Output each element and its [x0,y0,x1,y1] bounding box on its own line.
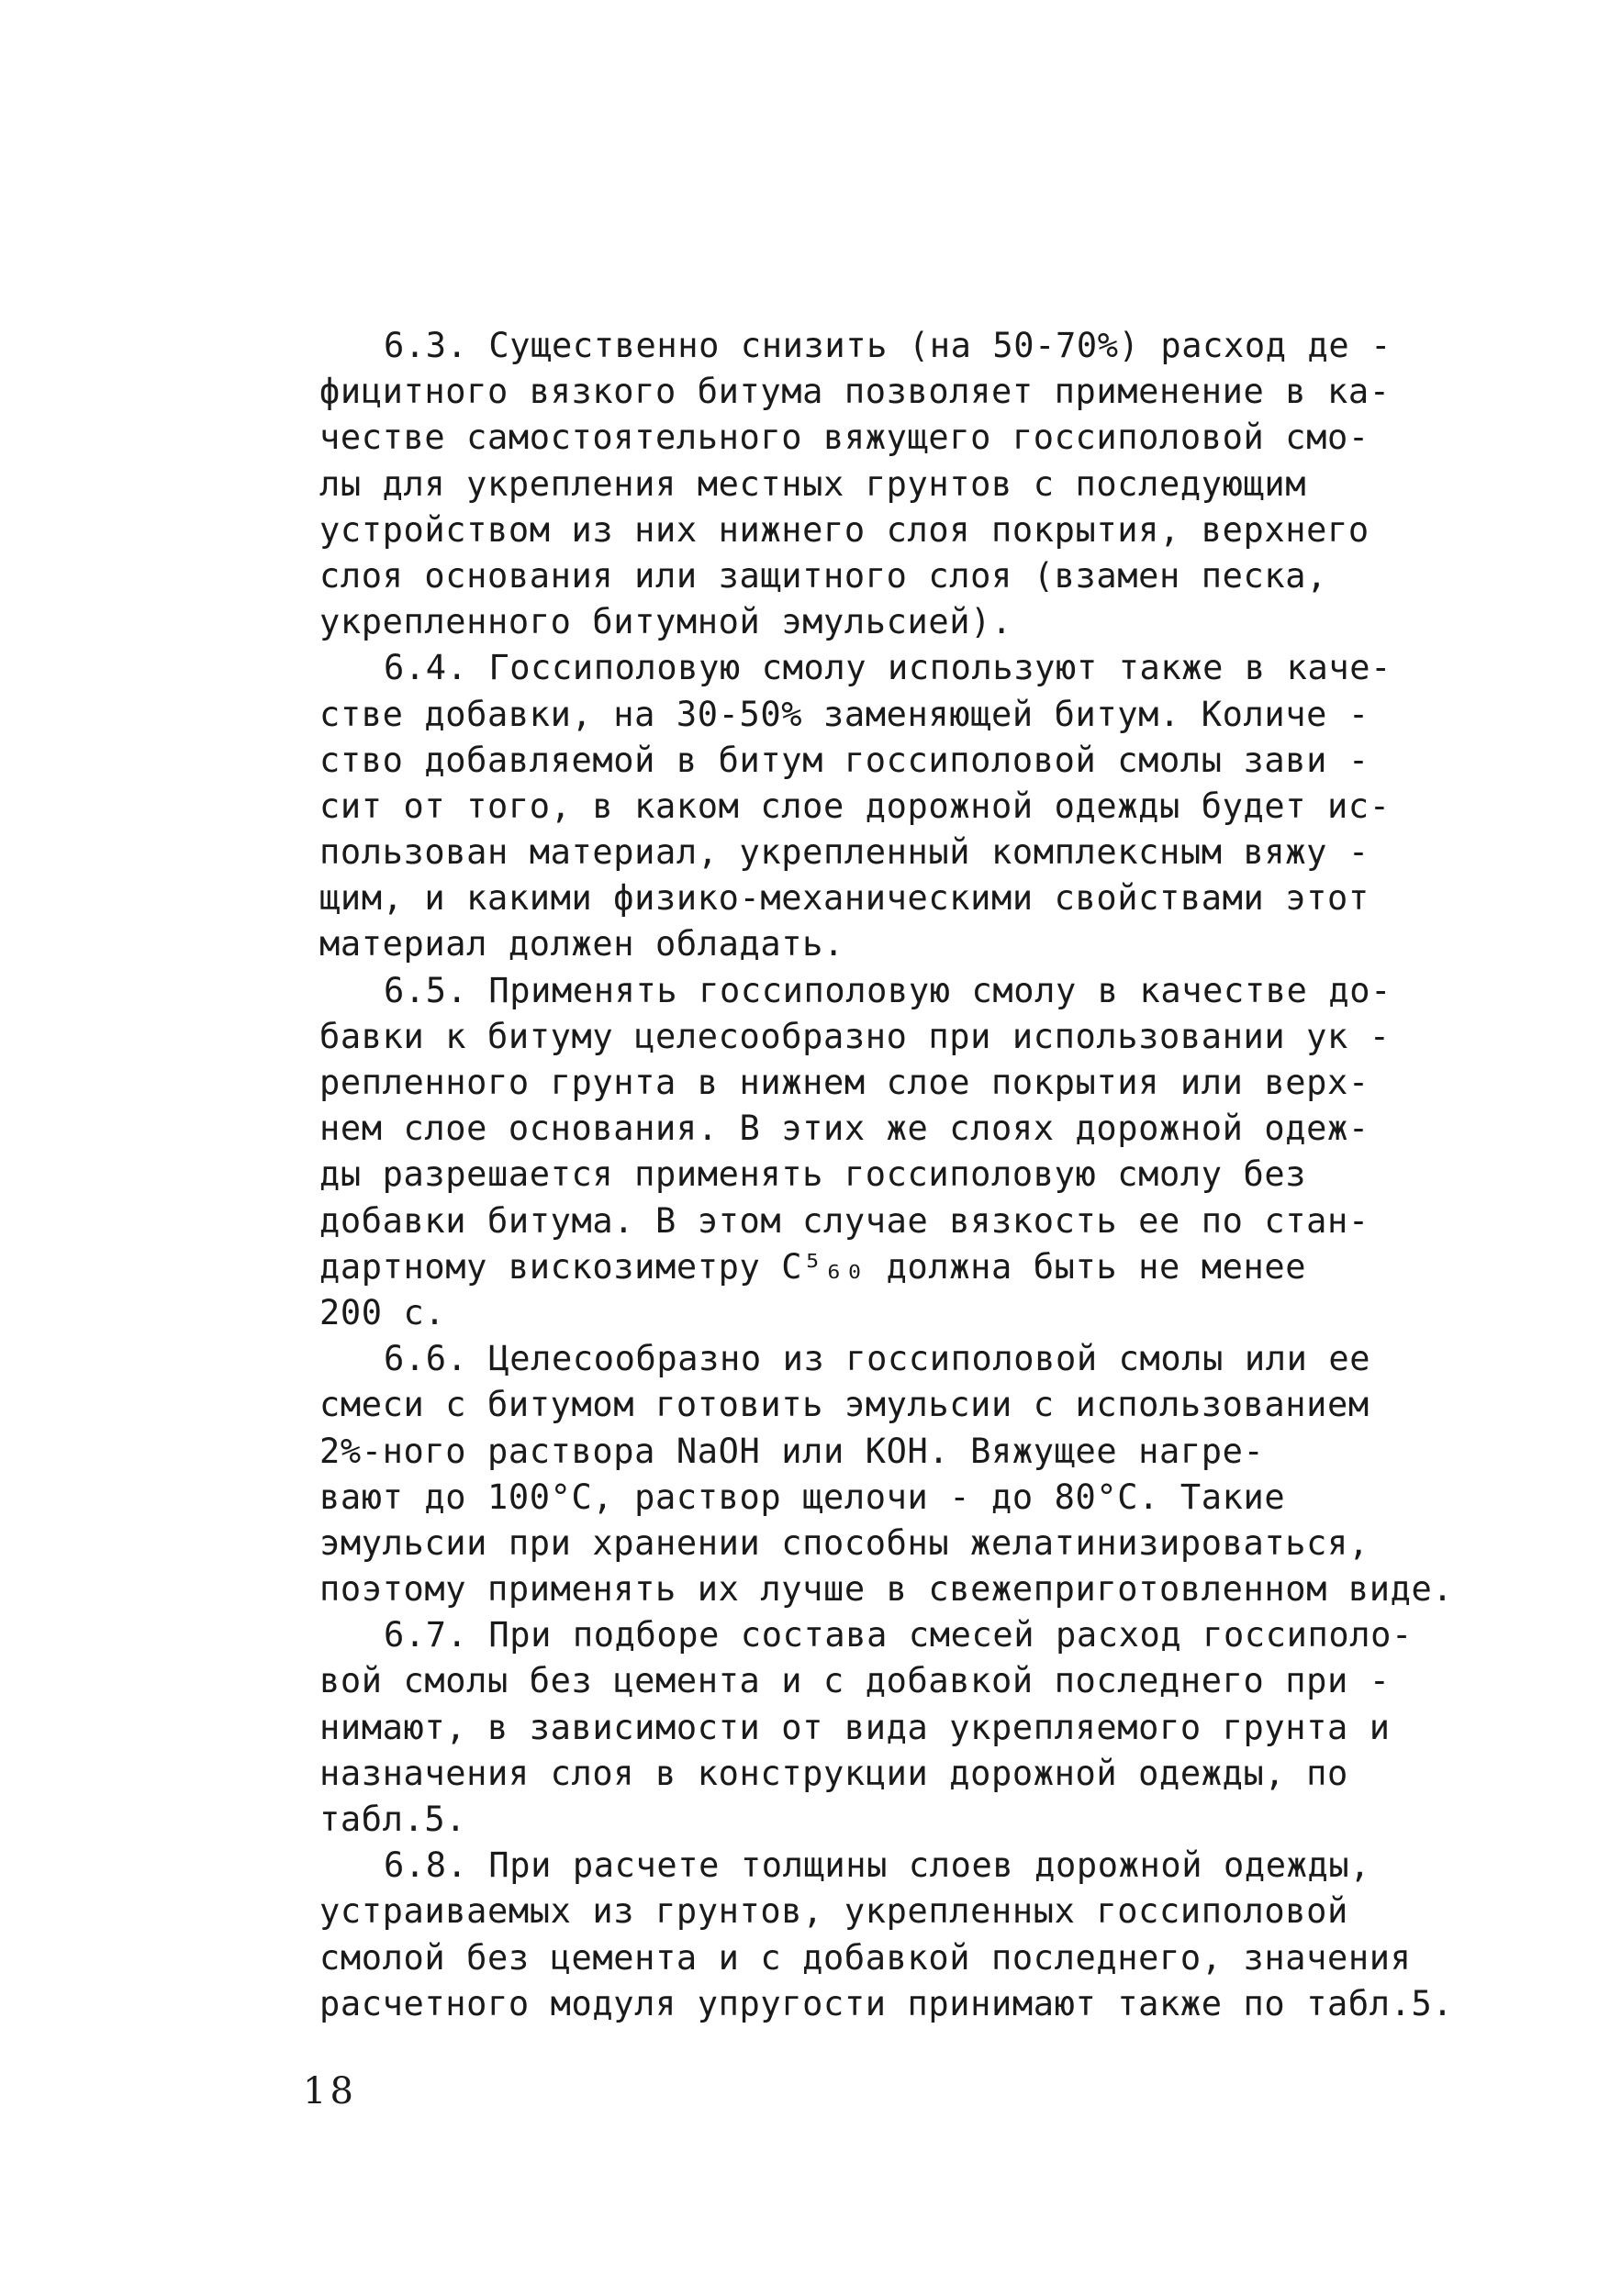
text-line: ство добавляемой в битум госсиполовой смолы зави - [319,740,1369,780]
text-line: устройством из них нижнего слоя покрытия, верхнего [319,509,1369,550]
text-line: пользован материал, укрепленный комплексным вяжу - [319,832,1369,873]
text-line: материал должен обладать. [319,924,844,964]
text-line: лы для укрепления местных грунтов с последующим [319,463,1307,504]
text-line: 200 с. [319,1292,446,1332]
text-line: стве добавки, на 30-50% заменяющей битум. Количе - [319,694,1369,734]
text-line: дартному вискозиметру C⁵₆₀ должна быть не менее [319,1246,1307,1287]
text-line: слоя основания или защитного слоя (взамен песка, [319,555,1328,596]
text-line: бавки к битуму целесообразно при использовании ук - [319,1016,1391,1056]
text-line: назначения слоя в конструкции дорожной одежды, по [319,1753,1348,1793]
text-line: смолой без цемента и с добавкой последнего, значения [319,1937,1412,1978]
text-line: 2%-ного раствора NaOH или KOH. Вяжущее нагре- [319,1431,1265,1471]
paragraph-first-line: 6.7. При подборе состава смесей расход госсиполо- [384,1615,1413,1655]
text-line: нем слое основания. В этих же слоях дорожной одеж- [319,1109,1369,1149]
text-line: ды разрешается применять госсиполовую смолу без [319,1154,1307,1195]
paragraph-first-line: 6.5. Применять госсиполовую смолу в качестве до- [384,970,1392,1010]
text-line: щим, и какими физико-механическими свойствами этот [319,878,1369,919]
text-line: фицитного вязкого битума позволяет применение в ка- [319,372,1391,412]
paragraph-first-line: 6.3. Существенно снизить (на 50-70%) расход де - [384,326,1392,365]
paragraph-first-line: 6.6. Целесообразно из госсиполовой смолы или ее [384,1339,1371,1379]
paragraph-first-line: 6.8. При расчете толщины слоев дорожной одежды, [384,1845,1371,1886]
paragraph-first-line: 6.4. Госсиполовую смолу используют также в каче- [384,648,1392,688]
body-text [319,323,1485,2027]
text-line: расчетного модуля упругости принимают также по табл.5. [319,1983,1454,2023]
text-line: смеси с битумом готовить эмульсии с использованием [319,1385,1369,1425]
text-line: вают до 100°С, раствор щелочи - до 80°С. Такие [319,1477,1286,1517]
text-line: сит от того, в каком слое дорожной одежды будет ис- [319,786,1391,826]
text-line: репленного грунта в нижнем слое покрытия или верх- [319,1063,1369,1102]
text-line: табл.5. [319,1800,467,1839]
text-line: честве самостоятельного вяжущего госсиполовой смо- [319,418,1369,458]
text-line: поэтому применять их лучше в свежеприготовленном виде. [319,1569,1454,1610]
text-line: нимают, в зависимости от вида укрепляемого грунта и [319,1707,1391,1747]
text-line: вой смолы без цемента и с добавкой последнего при - [319,1661,1391,1701]
page-number: 18 [303,2070,357,2112]
text-line: эмульсии при хранении способны желатинизироваться, [319,1522,1369,1563]
text-line: укрепленного битумной эмульсией). [319,602,1012,642]
text-line: устраиваемых из грунтов, укрепленных госсиполовой [319,1891,1348,1932]
text-line: добавки битума. В этом случае вязкость ее по стан- [319,1200,1369,1241]
